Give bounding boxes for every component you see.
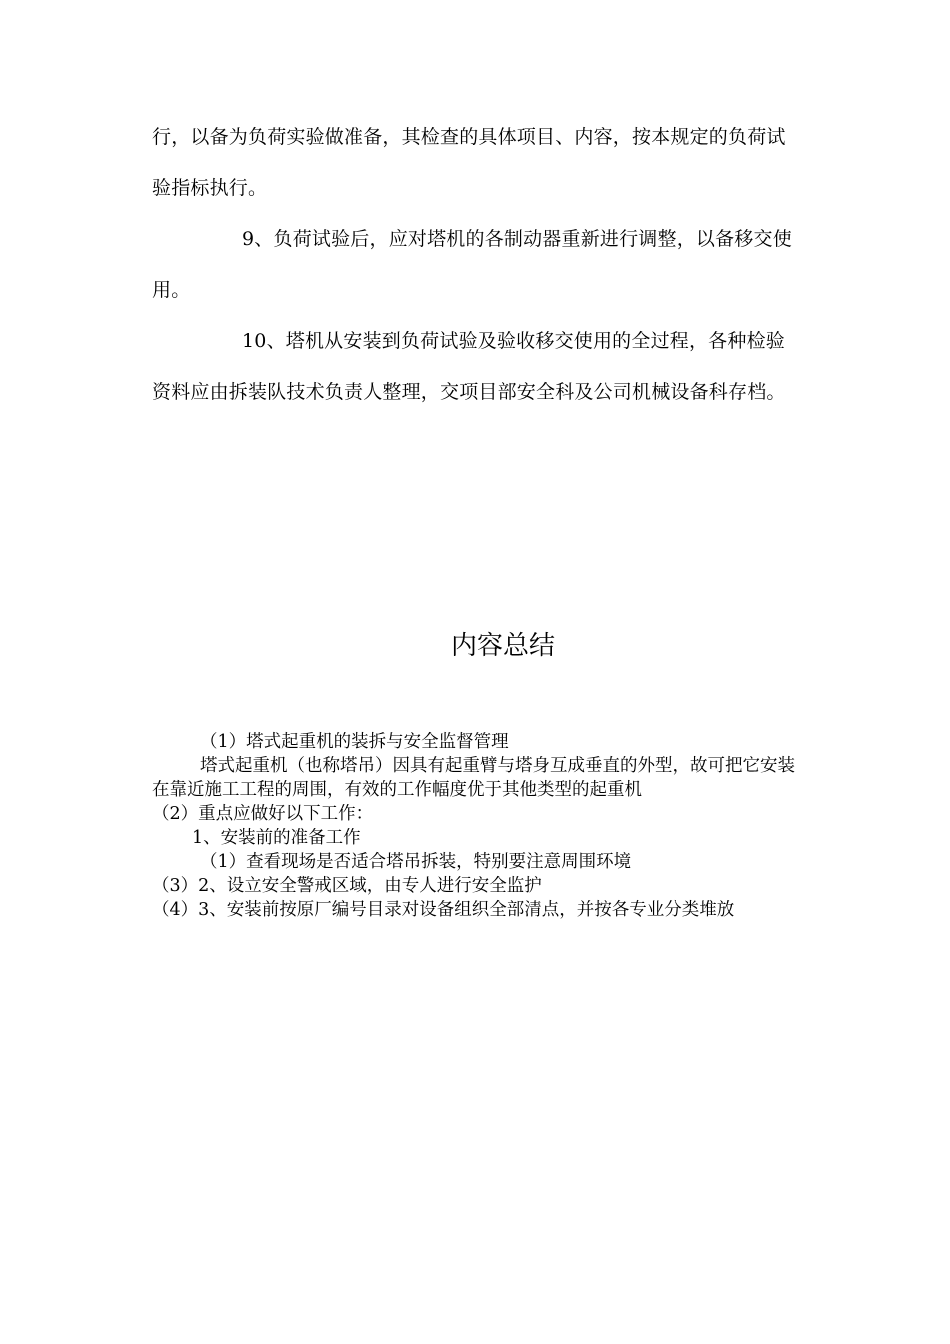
- summary-line-7: （4）3、安装前按原厂编号目录对设备组织全部清点，并按各专业分类堆放: [152, 900, 735, 920]
- summary-line-3: （2）重点应做好以下工作：: [152, 804, 374, 824]
- summary-section: [152, 730, 800, 922]
- paragraph-9: 9、负荷试验后，应对塔机的各制动器重新进行调整，以备移交使用。: [152, 228, 792, 301]
- body-text: [152, 112, 800, 418]
- summary-line-1: （1）塔式起重机的装拆与安全监督管理: [200, 732, 509, 752]
- summary-title: 内容总结: [450, 631, 555, 661]
- paragraph-10: 10、塔机从安装到负荷试验及验收移交使用的全过程，各种检验资料应由拆装队技术负责人整理，交项目部安全科及公司机械设备科存档。: [152, 330, 786, 403]
- summary-line-6: （3）2、设立安全警戒区域，由专人进行安全监护: [152, 876, 542, 896]
- summary-line-4: 1、安装前的准备工作: [192, 828, 361, 848]
- summary-line-2: 塔式起重机（也称塔吊）因具有起重臂与塔身互成垂直的外型，故可把它安装在靠近施工工程的周围，有效的工作幅度优于其他类型的起重机: [152, 756, 795, 800]
- summary-line-5: （1）查看现场是否适合塔吊拆装，特别要注意周围环境: [200, 852, 632, 872]
- paragraph-continuation: 行，以备为负荷实验做准备，其检查的具体项目、内容，按本规定的负荷试验指标执行。: [152, 126, 786, 199]
